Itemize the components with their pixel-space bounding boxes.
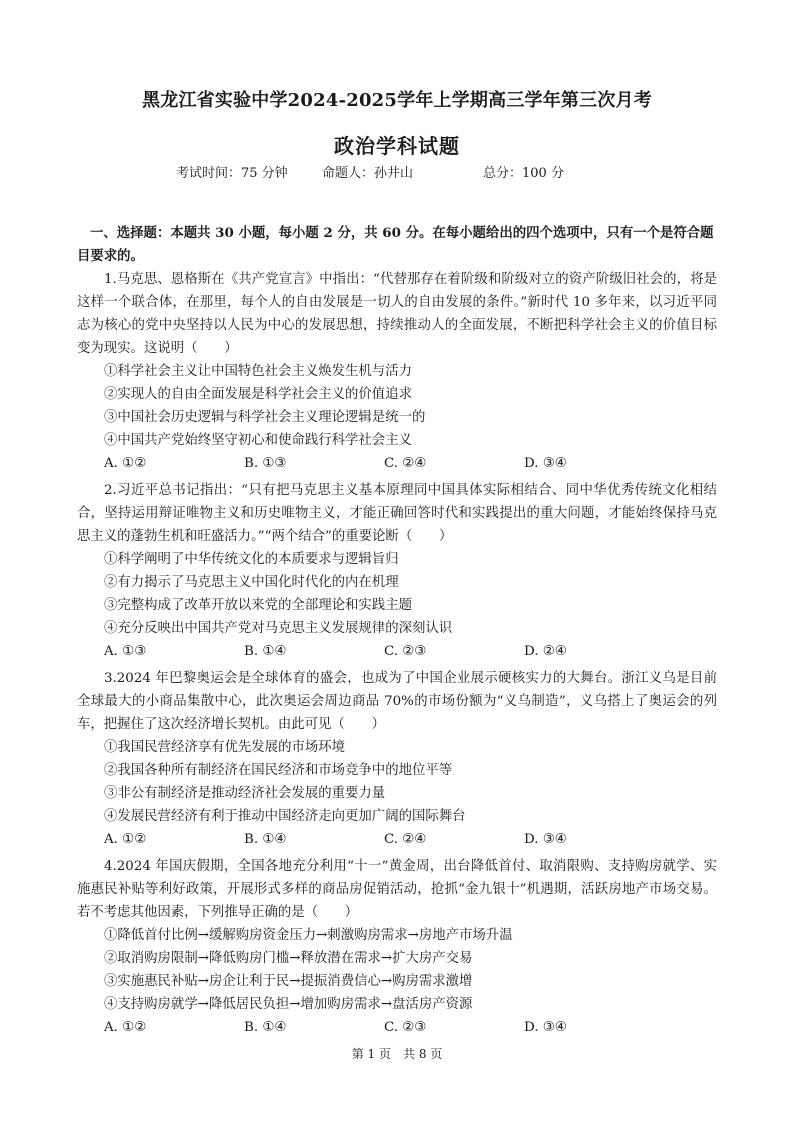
- exam-subtitle: 政治学科试题: [334, 134, 460, 158]
- choice-a: A. ①③: [104, 644, 147, 659]
- choice-b: B. ①④: [244, 1020, 287, 1035]
- statement-option: ①降低首付比例→缓解购房资金压力→刺激购房需求→房地产市场升温: [104, 928, 513, 943]
- statement-option: ①我国民营经济享有优先发展的市场环境: [104, 740, 346, 755]
- choice-c: C. ②③: [384, 1020, 427, 1035]
- exam-time: 考试时间：75 分钟: [176, 166, 288, 181]
- statement-option: ②实现人的自由全面发展是科学社会主义的价值追求: [104, 387, 412, 402]
- answer-choices: [77, 640, 717, 663]
- statement-option: ③非公有制经济是推动经济社会发展的重要力量: [104, 786, 386, 801]
- choice-a: A. ①②: [104, 832, 147, 847]
- statement-option: ②取消购房限制→降低购房门槛→释放潜在需求→扩大房产交易: [104, 951, 473, 966]
- choice-d: D. ③④: [524, 1020, 567, 1035]
- statement-option: ①科学阐明了中华传统文化的本质要求与逻辑旨归: [104, 552, 399, 567]
- choice-c: C. ②③: [384, 644, 427, 659]
- choice-d: D. ②④: [524, 644, 567, 659]
- choice-b: B. ①④: [244, 644, 287, 659]
- question-stem: 3.2024 年巴黎奥运会是全球体育的盛会，也成为了中国企业展示硬核实力的大舞台。浙江义乌是目前全球最大的小商品集散中心，此次奥运会周边商品 70%的市场份额为“义乌制造”，义乌搭上了奥运会的列车，把握住了这次经济增长契机。由此可见（ ）: [77, 671, 717, 732]
- choice-b: B. ①③: [244, 456, 287, 471]
- section-heading: 一、选择题：本题共 30 小题，每小题 2 分，共 60 分。在每小题给出的四个选项中，只有一个是符合题目要求的。: [77, 225, 714, 264]
- question-stem: 4.2024 年国庆假期，全国各地充分利用“十一”黄金周，出台降低首付、取消限购、支持购房就学、实施惠民补贴等利好政策，开展形式多样的商品房促销活动，抢抓“金九银十”机遇期，活跃房地产市场交易。若不考虑其他因素，下列推导正确的是（ ）: [77, 859, 717, 920]
- question-stem: 2.习近平总书记指出：“只有把马克思主义基本原理同中国具体实际相结合、同中华优秀传统文化相结合，坚持运用辩证唯物主义和历史唯物主义，才能正确回答时代和实践提出的重大问题，才能始终保持马克思主义的蓬勃生机和旺盛活力。”“两个结合”的重要论断（ ）: [77, 483, 717, 544]
- statement-option: ①科学社会主义让中国特色社会主义焕发生机与活力: [104, 364, 412, 379]
- answer-choices: [77, 452, 717, 475]
- question-2: [77, 479, 717, 663]
- question-4: [77, 855, 717, 1039]
- statement-option: ④中国共产党始终坚守初心和使命践行科学社会主义: [104, 433, 412, 448]
- statement-option: ④支持购房就学→降低居民负担→增加购房需求→盘活房产资源: [104, 997, 473, 1012]
- choice-b: B. ①④: [244, 832, 287, 847]
- statement-option: ②我国各种所有制经济在国民经济和市场竞争中的地位平等: [104, 763, 453, 778]
- question-3: [77, 667, 717, 851]
- choice-a: A. ①②: [104, 1020, 147, 1035]
- question-1: [77, 268, 717, 475]
- choice-a: A. ①②: [104, 456, 147, 471]
- statement-option: ③完整构成了改革开放以来党的全部理论和实践主题: [104, 598, 412, 613]
- choice-d: D. ③④: [524, 456, 567, 471]
- exam-author: 命题人：孙井山: [322, 166, 414, 181]
- choice-c: C. ②④: [384, 456, 427, 471]
- choice-d: D. ③④: [524, 832, 567, 847]
- statement-option: ③实施惠民补贴→房企让利于民→提振消费信心→购房需求激增: [104, 974, 473, 989]
- statement-option: ④充分反映出中国共产党对马克思主义发展规律的深刻认识: [104, 621, 453, 636]
- exam-total-score: 总分：100 分: [483, 166, 564, 181]
- exam-content: [77, 222, 717, 1043]
- statement-option: ②有力揭示了马克思主义中国化时代化的内在机理: [104, 575, 399, 590]
- page-number: 第 1 页 共 8 页: [351, 1047, 443, 1061]
- choice-c: C. ②④: [384, 832, 427, 847]
- exam-title: 黑龙江省实验中学2024-2025学年上学期高三学年第三次月考: [142, 90, 652, 111]
- question-stem: 1.马克思、恩格斯在《共产党宣言》中指出：“代替那存在着阶级和阶级对立的资产阶级旧社会的，将是这样一个联合体，在那里，每个人的自由发展是一切人的自由发展的条件。”新时代 10 多年来，以习近平同志为核心的党中央坚持以人民为中心的发展思想，持续推动人的全面发展，不断把科学社会主义的价值目标变为现实。这说明（ ）: [77, 272, 717, 356]
- answer-choices: [77, 828, 717, 851]
- statement-option: ③中国社会历史逻辑与科学社会主义理论逻辑是统一的: [104, 410, 426, 425]
- statement-option: ④发展民营经济有利于推动中国经济走向更加广阔的国际舞台: [104, 809, 466, 824]
- answer-choices: [77, 1016, 717, 1039]
